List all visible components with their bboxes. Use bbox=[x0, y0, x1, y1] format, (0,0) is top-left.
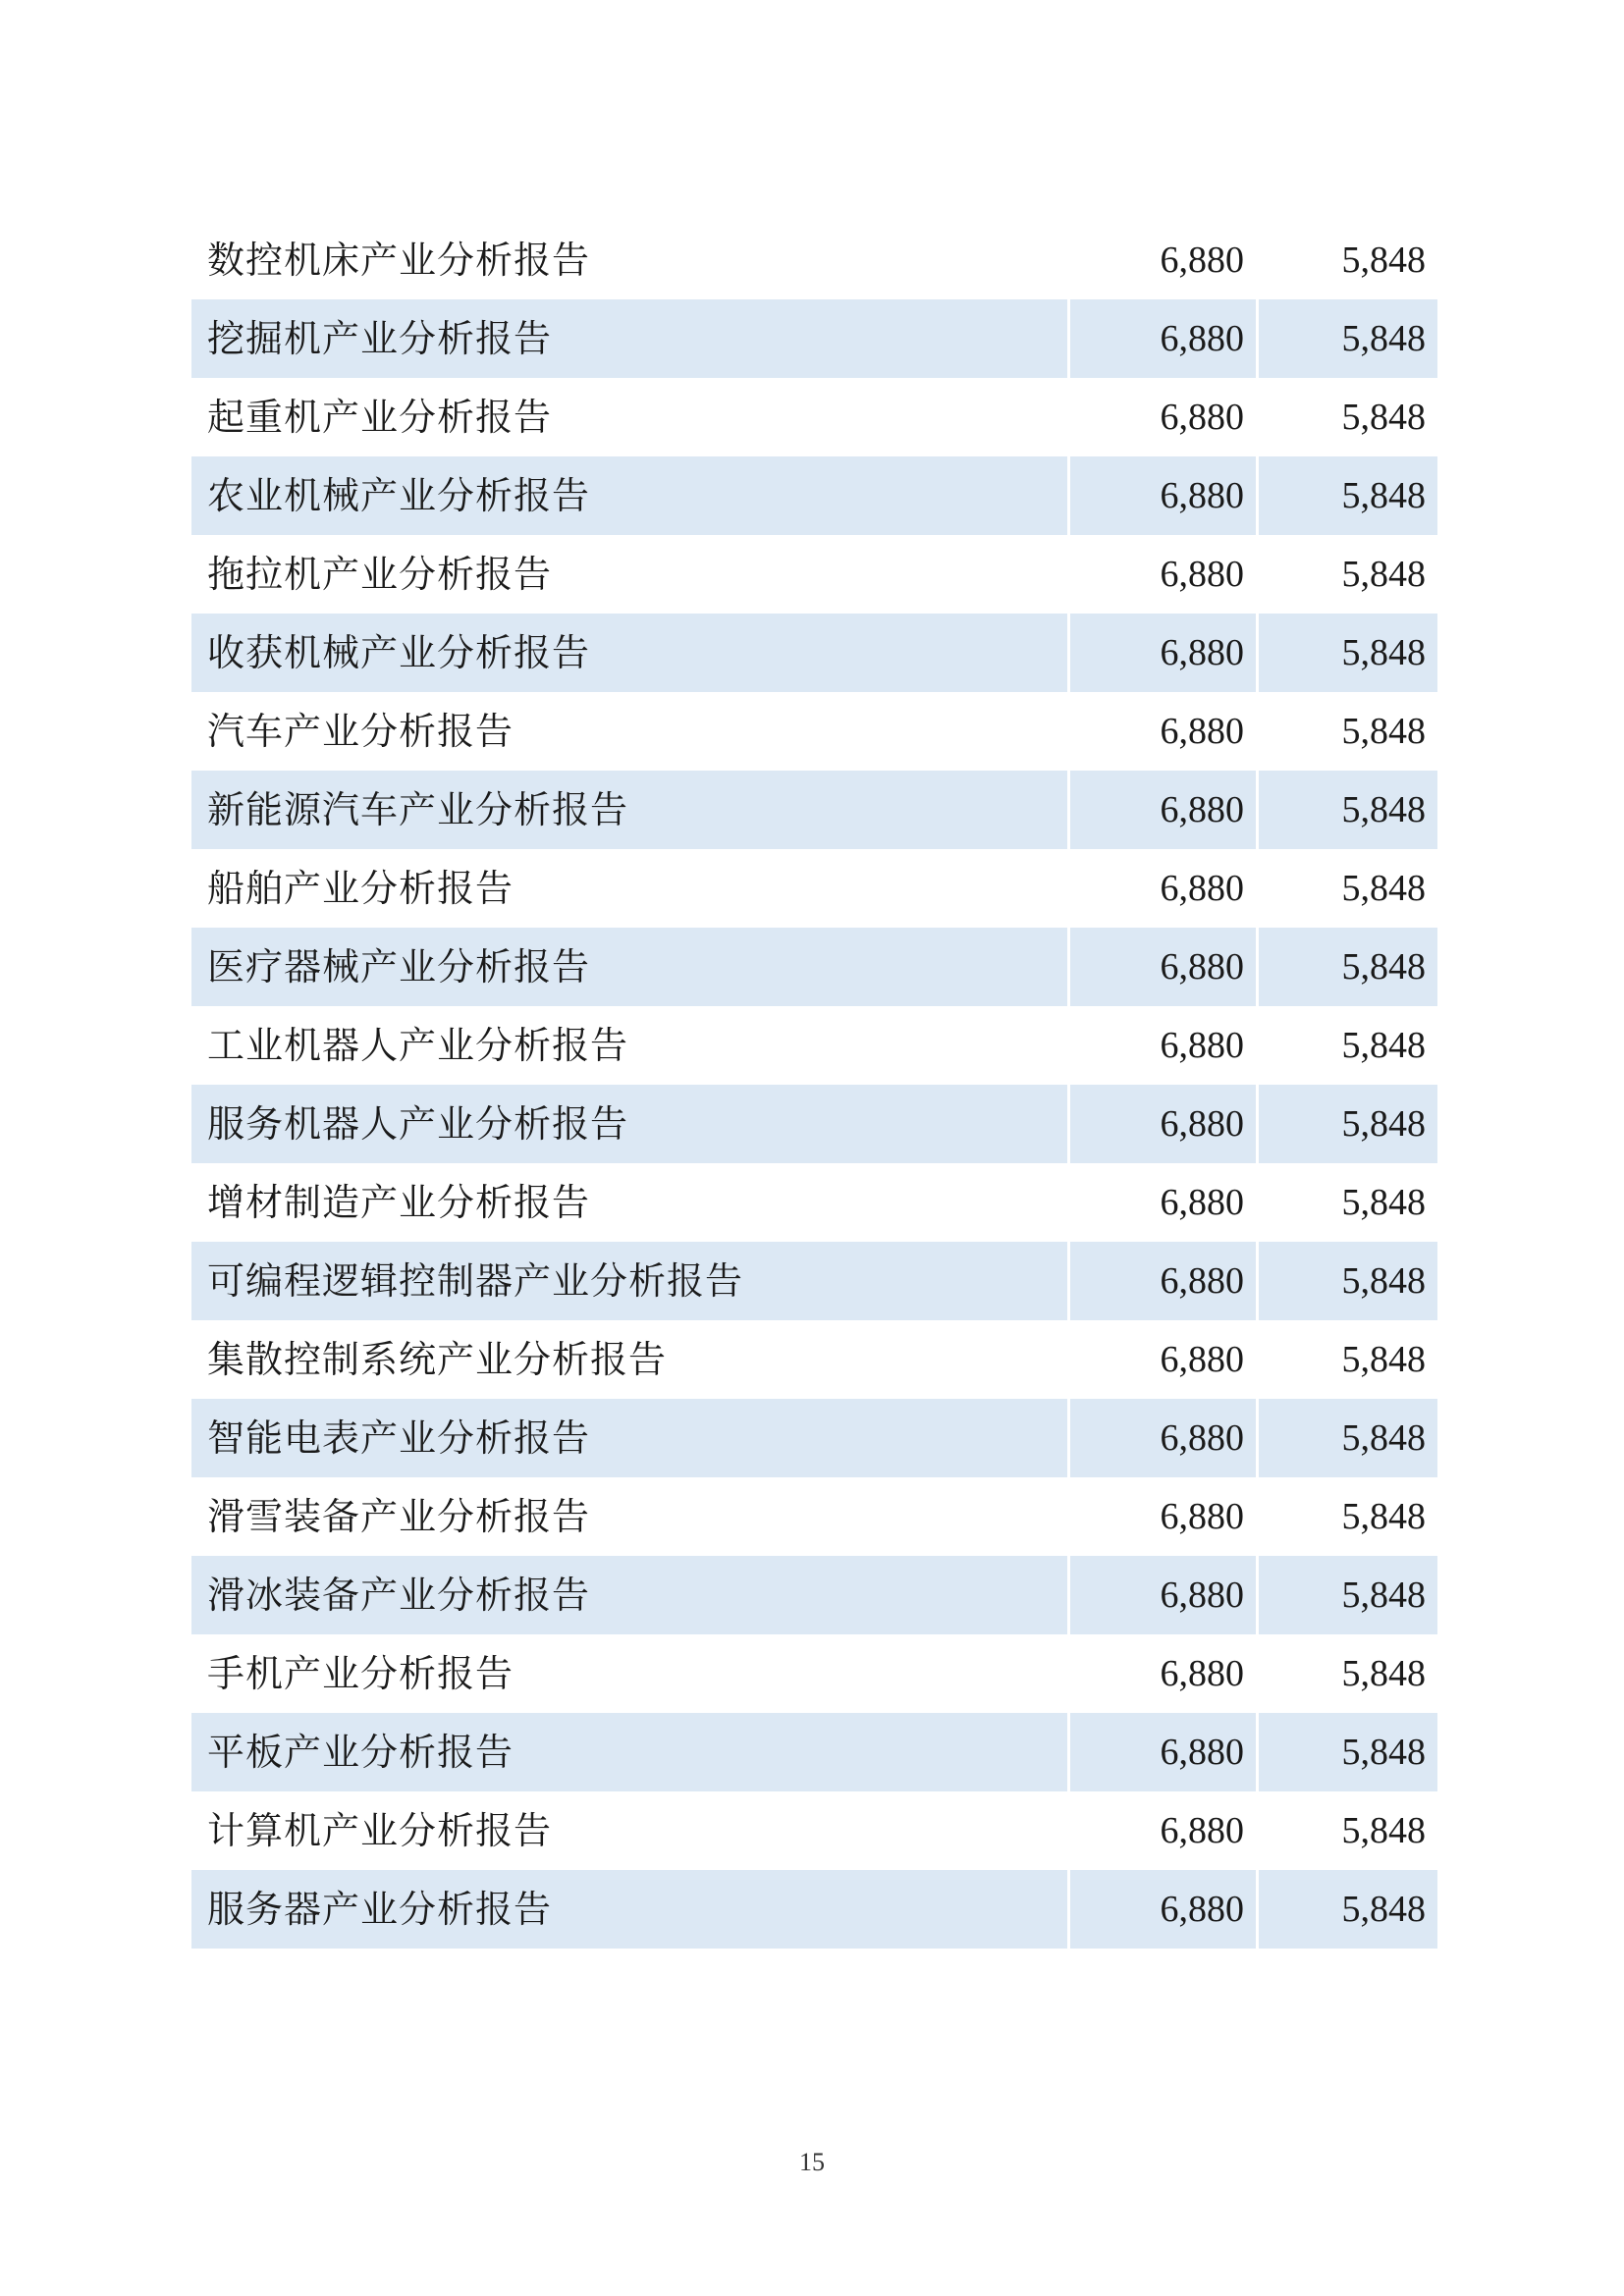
report-name: 新能源汽车产业分析报告 bbox=[191, 771, 1067, 849]
price-cell: 6,880 bbox=[1067, 849, 1256, 928]
table-row bbox=[191, 456, 1437, 535]
price-cell: 6,880 bbox=[1067, 1399, 1256, 1477]
price-cell: 6,880 bbox=[1067, 928, 1256, 1006]
table-row bbox=[191, 221, 1437, 299]
report-name: 农业机械产业分析报告 bbox=[191, 456, 1067, 535]
table-row bbox=[191, 299, 1437, 378]
discount-price-cell: 5,848 bbox=[1256, 849, 1437, 928]
discount-price-cell: 5,848 bbox=[1256, 1634, 1437, 1713]
discount-price-cell: 5,848 bbox=[1256, 299, 1437, 378]
table-row bbox=[191, 928, 1437, 1006]
table-row bbox=[191, 1163, 1437, 1242]
discount-price-cell: 5,848 bbox=[1256, 692, 1437, 771]
discount-price-cell: 5,848 bbox=[1256, 221, 1437, 299]
discount-price-cell: 5,848 bbox=[1256, 1320, 1437, 1399]
discount-price-cell: 5,848 bbox=[1256, 1242, 1437, 1320]
report-name: 数控机床产业分析报告 bbox=[207, 239, 591, 282]
report-name: 医疗器械产业分析报告 bbox=[191, 928, 1067, 1006]
table-row bbox=[191, 1713, 1437, 1791]
discount-price-cell: 5,848 bbox=[1256, 1399, 1437, 1477]
report-name: 手机产业分析报告 bbox=[207, 1652, 514, 1695]
table-row bbox=[191, 1870, 1437, 1949]
discount-price-cell: 5,848 bbox=[1256, 1870, 1437, 1949]
table-row bbox=[191, 535, 1437, 614]
table-row bbox=[191, 1006, 1437, 1085]
price-cell: 6,880 bbox=[1067, 1006, 1256, 1085]
report-name: 船舶产业分析报告 bbox=[207, 867, 514, 910]
report-price-table bbox=[191, 221, 1437, 1949]
discount-price-cell: 5,848 bbox=[1256, 1713, 1437, 1791]
report-name: 服务机器人产业分析报告 bbox=[191, 1085, 1067, 1163]
report-name: 服务器产业分析报告 bbox=[191, 1870, 1067, 1949]
discount-price-cell: 5,848 bbox=[1256, 1085, 1437, 1163]
report-name: 滑冰装备产业分析报告 bbox=[191, 1556, 1067, 1634]
price-cell: 6,880 bbox=[1067, 1163, 1256, 1242]
discount-price-cell: 5,848 bbox=[1256, 1477, 1437, 1556]
table-row bbox=[191, 1791, 1437, 1870]
discount-price-cell: 5,848 bbox=[1256, 1791, 1437, 1870]
discount-price-cell: 5,848 bbox=[1256, 928, 1437, 1006]
report-name: 工业机器人产业分析报告 bbox=[207, 1024, 629, 1067]
price-cell: 6,880 bbox=[1067, 1791, 1256, 1870]
price-cell: 6,880 bbox=[1067, 1477, 1256, 1556]
discount-price-cell: 5,848 bbox=[1256, 771, 1437, 849]
table-row bbox=[191, 1556, 1437, 1634]
report-name: 增材制造产业分析报告 bbox=[207, 1181, 591, 1224]
table-row bbox=[191, 692, 1437, 771]
price-cell: 6,880 bbox=[1067, 1870, 1256, 1949]
discount-price-cell: 5,848 bbox=[1256, 614, 1437, 692]
table-row bbox=[191, 849, 1437, 928]
table-row bbox=[191, 1242, 1437, 1320]
price-cell: 6,880 bbox=[1067, 614, 1256, 692]
discount-price-cell: 5,848 bbox=[1256, 1006, 1437, 1085]
price-cell: 6,880 bbox=[1067, 221, 1256, 299]
discount-price-cell: 5,848 bbox=[1256, 1163, 1437, 1242]
discount-price-cell: 5,848 bbox=[1256, 456, 1437, 535]
table-row bbox=[191, 614, 1437, 692]
table-row bbox=[191, 771, 1437, 849]
discount-price-cell: 5,848 bbox=[1256, 535, 1437, 614]
price-cell: 6,880 bbox=[1067, 299, 1256, 378]
report-name: 收获机械产业分析报告 bbox=[191, 614, 1067, 692]
report-name: 滑雪装备产业分析报告 bbox=[207, 1495, 591, 1538]
table-row bbox=[191, 1085, 1437, 1163]
price-cell: 6,880 bbox=[1067, 771, 1256, 849]
table-row bbox=[191, 1399, 1437, 1477]
table-row bbox=[191, 1320, 1437, 1399]
price-cell: 6,880 bbox=[1067, 1634, 1256, 1713]
price-cell: 6,880 bbox=[1067, 378, 1256, 456]
table-row bbox=[191, 1477, 1437, 1556]
discount-price-cell: 5,848 bbox=[1256, 378, 1437, 456]
price-cell: 6,880 bbox=[1067, 1556, 1256, 1634]
table-row bbox=[191, 1634, 1437, 1713]
report-name: 可编程逻辑控制器产业分析报告 bbox=[191, 1242, 1067, 1320]
price-cell: 6,880 bbox=[1067, 1242, 1256, 1320]
report-name: 汽车产业分析报告 bbox=[207, 710, 514, 753]
price-cell: 6,880 bbox=[1067, 1085, 1256, 1163]
price-cell: 6,880 bbox=[1067, 1320, 1256, 1399]
report-name: 平板产业分析报告 bbox=[191, 1713, 1067, 1791]
report-name: 起重机产业分析报告 bbox=[207, 396, 553, 439]
report-name: 计算机产业分析报告 bbox=[207, 1809, 553, 1852]
price-cell: 6,880 bbox=[1067, 535, 1256, 614]
price-cell: 6,880 bbox=[1067, 1713, 1256, 1791]
report-name: 集散控制系统产业分析报告 bbox=[207, 1338, 668, 1381]
page-number: 15 bbox=[799, 2148, 825, 2176]
table-body bbox=[191, 221, 1437, 1949]
price-cell: 6,880 bbox=[1067, 456, 1256, 535]
report-name: 挖掘机产业分析报告 bbox=[191, 299, 1067, 378]
table-row bbox=[191, 378, 1437, 456]
price-cell: 6,880 bbox=[1067, 692, 1256, 771]
discount-price-cell: 5,848 bbox=[1256, 1556, 1437, 1634]
report-name: 拖拉机产业分析报告 bbox=[207, 553, 553, 596]
report-name: 智能电表产业分析报告 bbox=[191, 1399, 1067, 1477]
